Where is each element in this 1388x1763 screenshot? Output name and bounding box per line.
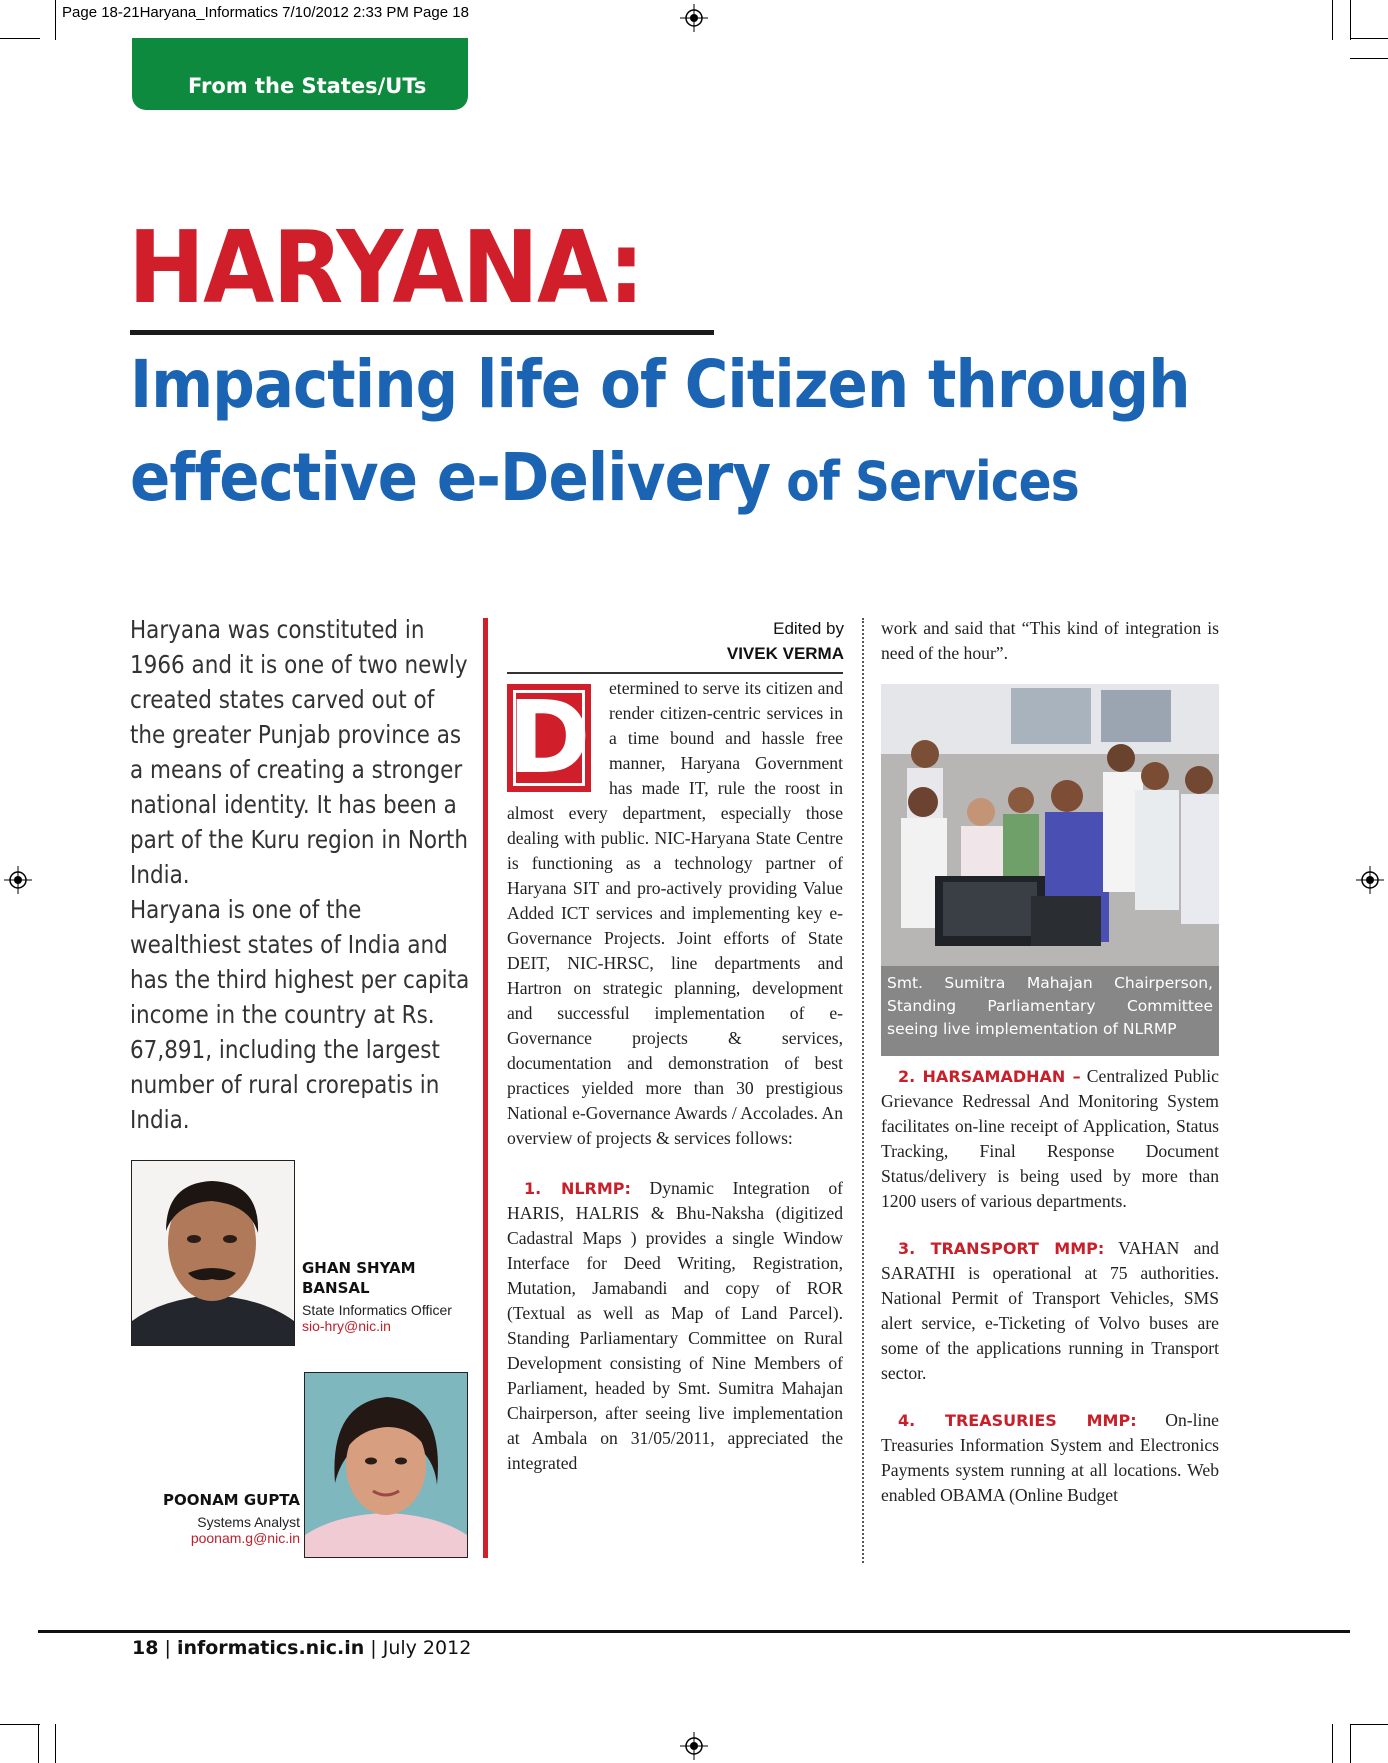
editor-label: Edited by: [773, 619, 844, 638]
section-heading: 4. TREASURIES MMP:: [898, 1411, 1137, 1430]
section-heading: 1. NLRMP:: [524, 1179, 631, 1198]
article-column-2: [507, 676, 843, 1476]
article-continued: work and said that “This kind of integration is need of the hour”.: [881, 618, 1219, 663]
column-divider: [483, 618, 488, 1558]
author-name: GHAN SHYAM: [302, 1259, 416, 1277]
author-name: BANSAL: [302, 1279, 370, 1297]
registration-mark-icon: [1356, 866, 1384, 894]
drop-cap-space: [507, 676, 609, 794]
crop-mark: [38, 1724, 39, 1763]
author-photo-gupta: [304, 1372, 468, 1558]
photo-caption: Smt. Sumitra Mahajan Chairperson, Standing Parliamentary Committee seeing live implementation of NLRMP: [881, 966, 1219, 1056]
crop-mark: [1332, 0, 1333, 40]
portrait-icon: [132, 1161, 294, 1345]
article-column-3: [881, 1064, 1219, 1508]
section-heading: 2. HARSAMADHAN –: [898, 1067, 1081, 1086]
section-heading: 3. TRANSPORT MMP:: [898, 1239, 1105, 1258]
event-photo: [881, 684, 1219, 968]
footer-separator: |: [364, 1637, 383, 1659]
crop-mark: [1350, 38, 1388, 39]
footer-issue: July 2012: [382, 1637, 472, 1659]
author-role: State Informatics Officer: [302, 1302, 452, 1318]
drop-cap: D: [507, 679, 591, 796]
intro-text: [130, 612, 474, 1137]
subtitle-emphasis: effective e-Delivery: [130, 439, 771, 516]
page-number: 18: [132, 1637, 159, 1659]
crop-mark: [1350, 58, 1388, 59]
crop-mark: [55, 0, 56, 40]
crop-mark: [1350, 1724, 1351, 1763]
editor-rule: [507, 672, 843, 674]
article-section-treasuries: [881, 1408, 1219, 1508]
author-name: POONAM GUPTA: [163, 1491, 300, 1509]
intro-paragraph: Haryana was constituted in 1966 and it is one of two newly created states carved out of the greater Punjab province as a means of creating a stronger national identity. It has been a part of the Kuru region in North India.: [130, 615, 468, 889]
author-role: Systems Analyst: [197, 1514, 300, 1530]
registration-mark-icon: [680, 4, 708, 32]
crop-mark: [55, 1724, 56, 1763]
intro-paragraph: Haryana is one of the wealthiest states of India and has the third highest per capita income in the country at Rs. 67,891, including the largest number of rural crorepatis in India.: [130, 895, 470, 1134]
page-title: HARYANA:: [128, 209, 643, 326]
author-email-link[interactable]: sio-hry@nic.in: [302, 1318, 391, 1334]
subtitle-tail: of Services: [770, 450, 1079, 513]
article-column-3-top: [881, 616, 1219, 666]
editor-name: VIVEK VERMA: [726, 644, 844, 663]
author-block-gupta: [140, 1490, 300, 1546]
article-section-transport: [881, 1236, 1219, 1386]
editor-credit: [727, 616, 844, 666]
event-photo-icon: [881, 684, 1219, 968]
page-footer: [132, 1637, 471, 1659]
article-lead: etermined to serve its citizen and render citizen-centric services in a time bound and hassle free manner, Haryana Government has made IT, rule the roost in almost every department, especially those dealing with public. NIC-Haryana State Centre is functioning as a technology partner of Haryana SIT and pro-actively providing Value Added ICT services and implementing key e-Governance Projects. Joint efforts of State DEIT, NIC-HRSC, line departments and Hartron on strategic planning, development and successful implementation of e-Governance projects & services, documentation and demonstration of best practices yielded more than 30 prestigious National e-Governance Awards / Accolades. An overview of projects & services follows:: [507, 678, 843, 1148]
section-tab: From the States/UTs: [132, 38, 468, 110]
footer-separator: |: [158, 1637, 177, 1659]
section-body: VAHAN and SARATHI is operational at 75 authorities. National Permit of Transport Vehicles, SMS alert service, e-Ticketing of Volvo buses are some of the applications running in Transport sector.: [881, 1238, 1219, 1383]
subtitle-line-1: Impacting life of Citizen through: [130, 346, 1190, 423]
footer-site-link[interactable]: informatics.nic.in: [176, 1637, 365, 1659]
article-section-harsamadhan: [881, 1064, 1219, 1214]
crop-mark: [1332, 1724, 1333, 1763]
author-block-bansal: [302, 1258, 452, 1334]
registration-mark-icon: [680, 1732, 708, 1760]
author-photo-bansal: [131, 1160, 295, 1346]
author-email-link[interactable]: poonam.g@nic.in: [190, 1530, 300, 1546]
section-body: Centralized Public Grievance Redressal And Monitoring System facilitates on-line receipt of Application, Status Tracking, Final Response Document Status/delivery is being used by more than 1200 users of various departments.: [881, 1066, 1219, 1211]
title-underline: [130, 330, 714, 335]
registration-mark-icon: [4, 866, 32, 894]
section-body: On-line Treasuries Information System and Electronics Payments system running at all locations. Web enabled OBAMA (Online Budget: [881, 1410, 1219, 1505]
column-divider: [862, 618, 864, 1563]
crop-mark: [0, 38, 40, 39]
footer-rule: [38, 1630, 1350, 1633]
subtitle-line-2: [130, 439, 1079, 516]
crop-mark: [0, 1724, 40, 1725]
section-body: Dynamic Integration of HARIS, HALRIS & Bhu-Naksha (digitized Cadastral Maps ) provides a single Window Interface for Deed Writing, Registration, Mutation, Jamabandi and copy of ROR (Textual as well as Map of Land Parcel). Standing Parliamentary Committee on Rural Development consisting of Nine Members of Parliament, headed by Smt. Sumitra Mahajan Chairperson, after seeing live implementation at Ambala on 31/05/2011, appreciated the integrated: [507, 1178, 844, 1473]
print-slug: Page 18-21Haryana_Informatics 7/10/2012 2:33 PM Page 18: [62, 4, 469, 21]
crop-mark: [1350, 1724, 1388, 1725]
portrait-icon: [305, 1373, 467, 1557]
crop-mark: [1350, 0, 1351, 40]
article-section-nlrmp: [507, 1176, 843, 1476]
